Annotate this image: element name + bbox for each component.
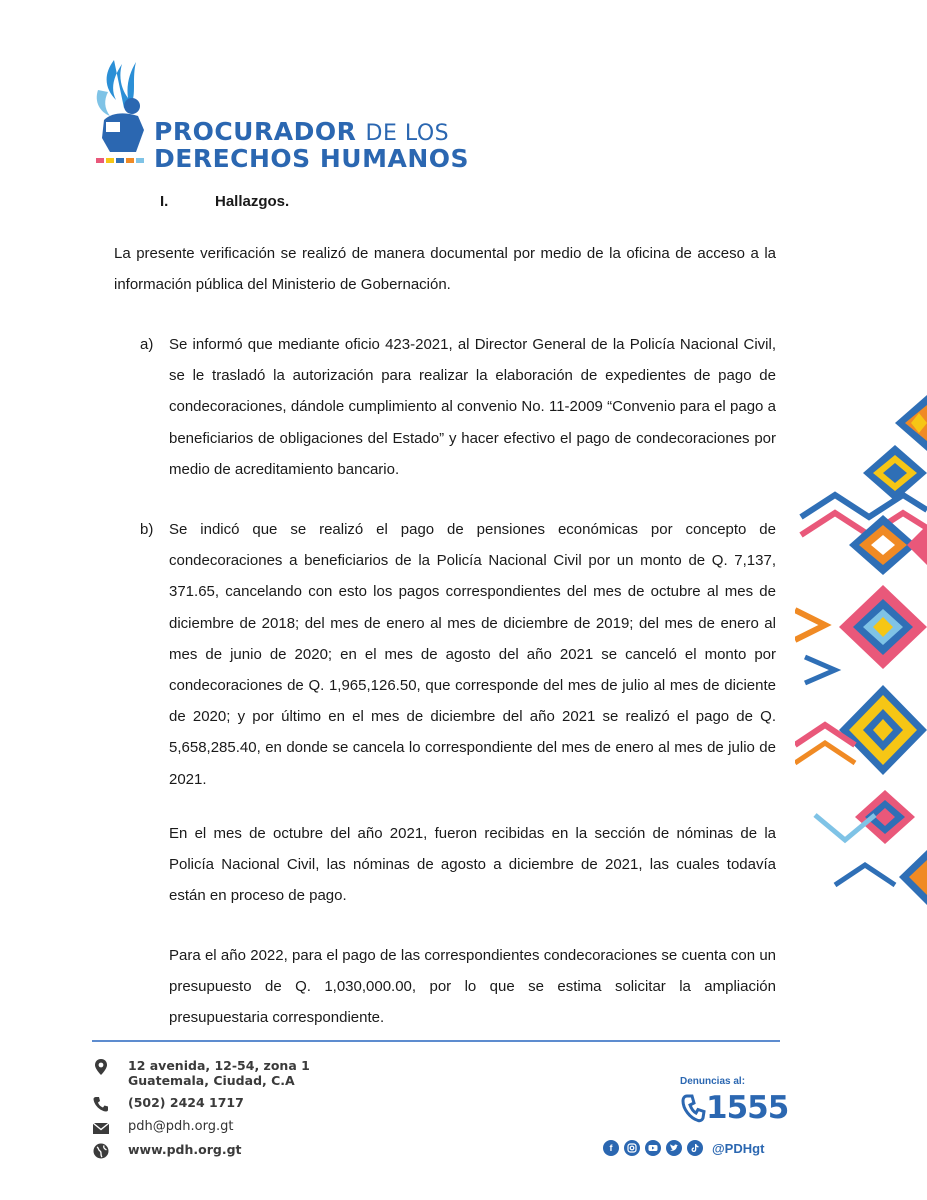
envelope-icon <box>92 1119 110 1137</box>
location-pin-icon <box>92 1058 110 1076</box>
facebook-icon[interactable]: f <box>603 1140 619 1156</box>
footer-phone-row <box>92 1095 244 1113</box>
address-line-2: Guatemala, Ciudad, C.A <box>128 1073 295 1088</box>
phone-icon <box>92 1095 110 1113</box>
section-heading <box>160 193 289 210</box>
footer-phone: (502) 2424 1717 <box>128 1095 244 1110</box>
hotline-block[interactable] <box>678 1090 788 1126</box>
section-title: Hallazgos. <box>215 193 290 210</box>
footer-divider <box>92 1040 780 1042</box>
item-a-paragraph: Se informó que mediante oficio 423-2021, al Director General de la Policía Nacional Civil, se le trasladó la autorización para realizar la elaboración de expedientes de pago de condecoraciones, dándole cumplimiento al convenio No. 11-2009 “Convenio para el pago a beneficiarios de obligaciones del Estado” y hacer efectivo el pago de condecoraciones por medio de acreditamiento bancario. <box>169 336 776 478</box>
footer-address-row <box>92 1058 310 1088</box>
address-line-1: 12 avenida, 12-54, zona 1 <box>128 1058 310 1073</box>
youtube-icon[interactable] <box>645 1140 661 1156</box>
pdh-logo <box>92 54 470 176</box>
social-handle[interactable]: @PDHgt <box>712 1140 765 1156</box>
footer-email[interactable]: pdh@pdh.org.gt <box>128 1119 234 1134</box>
footer-email-row <box>92 1119 233 1137</box>
textile-pattern-decoration-icon <box>795 395 927 915</box>
twitter-icon[interactable] <box>666 1140 682 1156</box>
footer-website-row <box>92 1142 242 1160</box>
logo-word-de-los: DE LOS <box>365 121 450 146</box>
budget-paragraph: Para el año 2022, para el pago de las correspondientes condecoraciones se cuenta con un presupuesto de Q. 1,030,000.00, por lo que se estima solicitar la ampliación presupuestaria correspondiente. <box>169 947 776 1027</box>
flame-figure-emblem-icon <box>92 54 154 176</box>
logo-line-2: DERECHOS HUMANOS <box>154 144 470 173</box>
october-paragraph: En el mes de octubre del año 2021, fueron recibidas en la sección de nóminas de la Policía Nacional Civil, las nóminas de agosto a diciembre de 2021, las cuales todavía están en proceso de pago. <box>169 825 776 905</box>
item-b-paragraph: Se indicó que se realizó el pago de pensiones económicas por concepto de condecoraciones a beneficiarios de la Policía Nacional Civil por un monto de Q. 7,137, 371.65, cancelando con esto los pagos correspondientes del mes de octubre al mes de diciembre de 2018; del mes de enero al mes de diciembre de 2019; del mes de enero al mes de junio de 2020; en el mes de agosto del año 2021 se canceló el monto por condecoraciones de Q. 1,965,126.50, que corresponde del mes de julio al mes de diciente de 2020; y por último en el mes de diciembre del año 2021 se realizó el pago de Q. 5,658,285.40, en donde se cancela lo correspondiente del mes de enero al mes de julio de 2021. <box>169 521 776 788</box>
instagram-icon[interactable] <box>624 1140 640 1156</box>
intro-paragraph: La presente verificación se realizó de manera documental por medio de la oficina de acceso a la información pública del Ministerio de Gobernación. <box>114 245 776 294</box>
item-b-marker: b) <box>140 521 154 538</box>
phone-handset-icon <box>678 1092 706 1124</box>
social-links <box>603 1140 764 1156</box>
item-a-marker: a) <box>140 336 154 353</box>
denuncias-label: Denuncias al: <box>680 1076 746 1087</box>
hotline-number: 1555 <box>706 1090 789 1126</box>
footer-address <box>128 1058 310 1088</box>
section-number: I. <box>160 193 169 210</box>
logo-line-1 <box>154 117 449 146</box>
globe-icon <box>92 1142 110 1160</box>
footer-website[interactable]: www.pdh.org.gt <box>128 1142 242 1157</box>
logo-word-procurador: PROCURADOR <box>154 117 357 146</box>
tiktok-icon[interactable] <box>687 1140 703 1156</box>
